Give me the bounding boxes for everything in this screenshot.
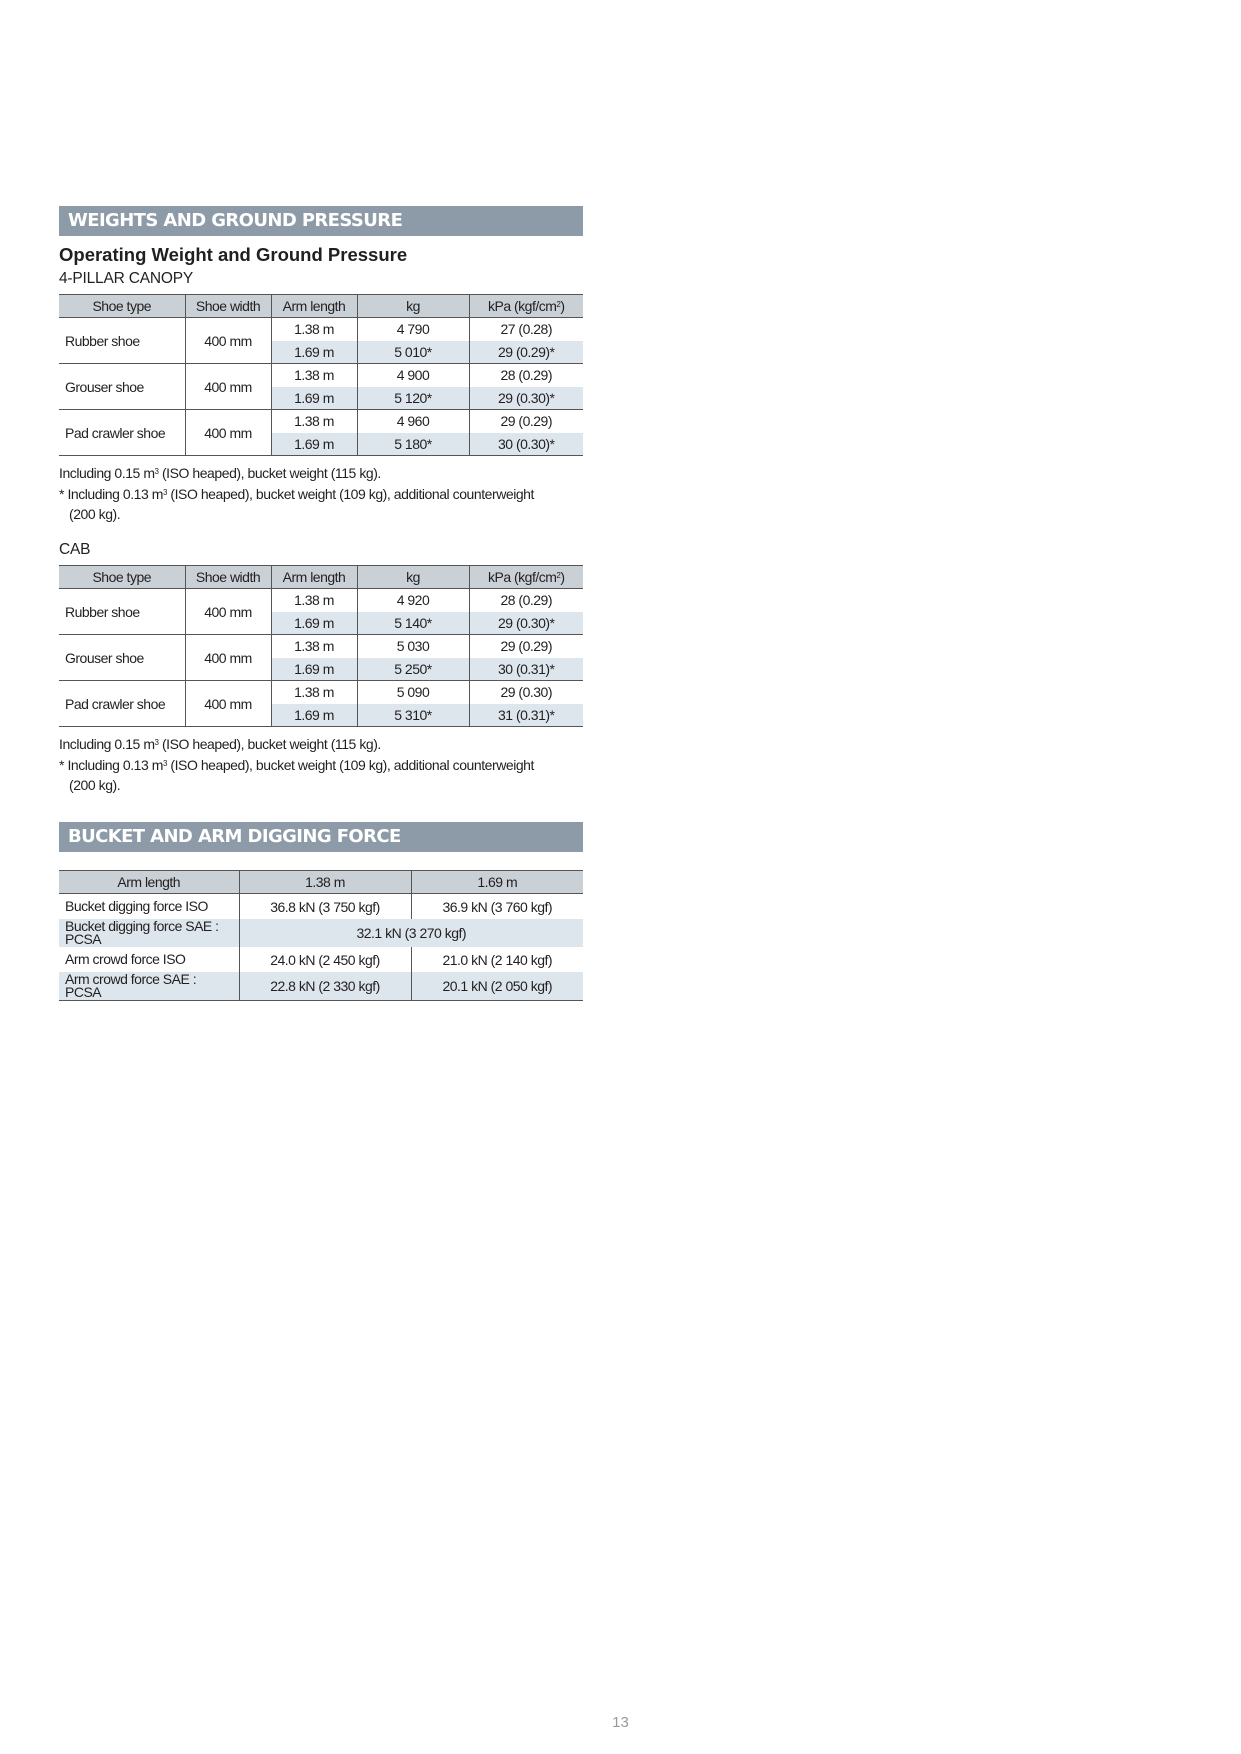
canopy-label: 4-PILLAR CANOPY: [59, 270, 193, 287]
arm-length-cell: 1.69 m: [271, 704, 357, 727]
shoe-type-cell: Pad crawler shoe: [59, 410, 185, 456]
header-arm-length: Arm length: [271, 295, 357, 318]
kg-cell: 5 010*: [357, 341, 469, 364]
kg-cell: 4 920: [357, 589, 469, 612]
shoe-width-cell: 400 mm: [185, 318, 271, 364]
kg-cell: 5 090: [357, 681, 469, 704]
subtitle-operating-weight: Operating Weight and Ground Pressure: [59, 244, 408, 265]
arm-length-cell: 1.69 m: [271, 387, 357, 410]
header-arm-length: Arm length: [59, 871, 239, 894]
kpa-cell: 27 (0.28): [469, 318, 583, 341]
header-kg: kg: [357, 566, 469, 589]
arm-length-cell: 1.69 m: [271, 658, 357, 681]
shoe-width-cell: 400 mm: [185, 681, 271, 727]
kpa-cell: 28 (0.29): [469, 589, 583, 612]
note-counterweight: (200 kg).: [69, 506, 121, 522]
row-label: Bucket digging force ISO: [65, 898, 208, 914]
value-cell: 22.8 kN (2 330 kgf): [239, 972, 411, 1001]
digging-force-table: [59, 870, 583, 1001]
kpa-cell: 29 (0.30)*: [469, 387, 583, 410]
kg-cell: 5 120*: [357, 387, 469, 410]
note-bucket-115: Including 0.15 $m^3$ (ISO heaped), bucket weight (115 kg).: [59, 465, 381, 481]
table-row: [59, 972, 583, 1001]
header-shoe-width: Shoe width: [185, 566, 271, 589]
shoe-width-cell: 400 mm: [185, 635, 271, 681]
kpa-cell: 29 (0.30): [469, 681, 583, 704]
header-kpa: kPa $(kgf/cm^2)$: [469, 566, 583, 589]
kpa-cell: 28 (0.29): [469, 364, 583, 387]
kpa-cell: 29 (0.29): [469, 635, 583, 658]
note-counterweight: (200 kg).: [69, 777, 121, 793]
section-title-digging-force: BUCKET AND ARM DIGGING FORCE: [59, 822, 583, 852]
value-cell: 36.8 kN (3 750 kgf): [239, 894, 411, 920]
header-arm-length: Arm length: [271, 566, 357, 589]
table-header-row: [59, 295, 583, 318]
arm-length-cell: 1.38 m: [271, 410, 357, 433]
header-arm-169: 1.69 m: [411, 871, 583, 894]
shoe-type-cell: Rubber shoe: [59, 318, 185, 364]
kpa-cell: 31 (0.31)*: [469, 704, 583, 727]
kg-cell: 5 030: [357, 635, 469, 658]
kpa-cell: 29 (0.29): [469, 410, 583, 433]
header-kg: kg: [357, 295, 469, 318]
cab-weight-table: [59, 565, 583, 727]
kg-cell: 5 140*: [357, 612, 469, 635]
shoe-type-cell: Grouser shoe: [59, 635, 185, 681]
kpa-cell: 29 (0.30)*: [469, 612, 583, 635]
shoe-width-cell: 400 mm: [185, 589, 271, 635]
kg-cell: 4 960: [357, 410, 469, 433]
shoe-width-cell: 400 mm: [185, 364, 271, 410]
shoe-width-cell: 400 mm: [185, 410, 271, 456]
page-number: 13: [612, 1714, 629, 1731]
shoe-type-cell: Rubber shoe: [59, 589, 185, 635]
kpa-cell: 29 (0.29)*: [469, 341, 583, 364]
row-label: Bucket digging force SAE : PCSA: [59, 919, 239, 947]
table-row: [59, 894, 583, 920]
arm-length-cell: 1.38 m: [271, 318, 357, 341]
kg-cell: 4 790: [357, 318, 469, 341]
arm-length-cell: 1.69 m: [271, 612, 357, 635]
kpa-cell: 30 (0.30)*: [469, 433, 583, 456]
shoe-type-cell: Pad crawler shoe: [59, 681, 185, 727]
header-kpa: kPa $(kgf/cm^2)$: [469, 295, 583, 318]
value-cell-merged: 32.1 kN (3 270 kgf): [239, 919, 583, 947]
kpa-cell: 30 (0.31)*: [469, 658, 583, 681]
table-row: [59, 635, 583, 658]
section-title-weights: WEIGHTS AND GROUND PRESSURE: [59, 206, 583, 236]
arm-length-cell: 1.69 m: [271, 341, 357, 364]
table-row: [59, 318, 583, 341]
cab-notes: [59, 733, 599, 795]
arm-length-cell: 1.38 m: [271, 681, 357, 704]
arm-length-cell: 1.38 m: [271, 635, 357, 658]
table-row: [59, 919, 583, 947]
canopy-notes: [59, 462, 599, 524]
arm-length-cell: 1.38 m: [271, 364, 357, 387]
table-row: [59, 364, 583, 387]
kg-cell: 5 310*: [357, 704, 469, 727]
cab-label: CAB: [59, 541, 91, 558]
value-cell: 36.9 kN (3 760 kgf): [411, 894, 583, 920]
table-header-row: [59, 566, 583, 589]
header-shoe-width: Shoe width: [185, 295, 271, 318]
table-header-row: [59, 871, 583, 894]
kg-cell: 5 180*: [357, 433, 469, 456]
value-cell: 21.0 kN (2 140 kgf): [411, 947, 583, 972]
note-bucket-115: Including 0.15 $m^3$ (ISO heaped), bucket weight (115 kg).: [59, 736, 381, 752]
row-label: Arm crowd force ISO: [65, 951, 186, 967]
table-row: [59, 410, 583, 433]
header-arm-138: 1.38 m: [239, 871, 411, 894]
note-bucket-109: * Including 0.13 $m^3$ (ISO heaped), bucket weight (109 kg), additional counterweight: [59, 486, 534, 502]
shoe-type-cell: Grouser shoe: [59, 364, 185, 410]
arm-length-cell: 1.38 m: [271, 589, 357, 612]
value-cell: 24.0 kN (2 450 kgf): [239, 947, 411, 972]
arm-length-cell: 1.69 m: [271, 433, 357, 456]
header-shoe-type: Shoe type: [59, 566, 185, 589]
table-row: [59, 681, 583, 704]
canopy-weight-table: [59, 294, 583, 456]
header-shoe-type: Shoe type: [59, 295, 185, 318]
kg-cell: 5 250*: [357, 658, 469, 681]
row-label: Arm crowd force SAE : PCSA: [59, 972, 239, 1001]
value-cell: 20.1 kN (2 050 kgf): [411, 972, 583, 1001]
table-row: [59, 947, 583, 972]
note-bucket-109: * Including 0.13 $m^3$ (ISO heaped), bucket weight (109 kg), additional counterweight: [59, 757, 534, 773]
kg-cell: 4 900: [357, 364, 469, 387]
table-row: [59, 589, 583, 612]
